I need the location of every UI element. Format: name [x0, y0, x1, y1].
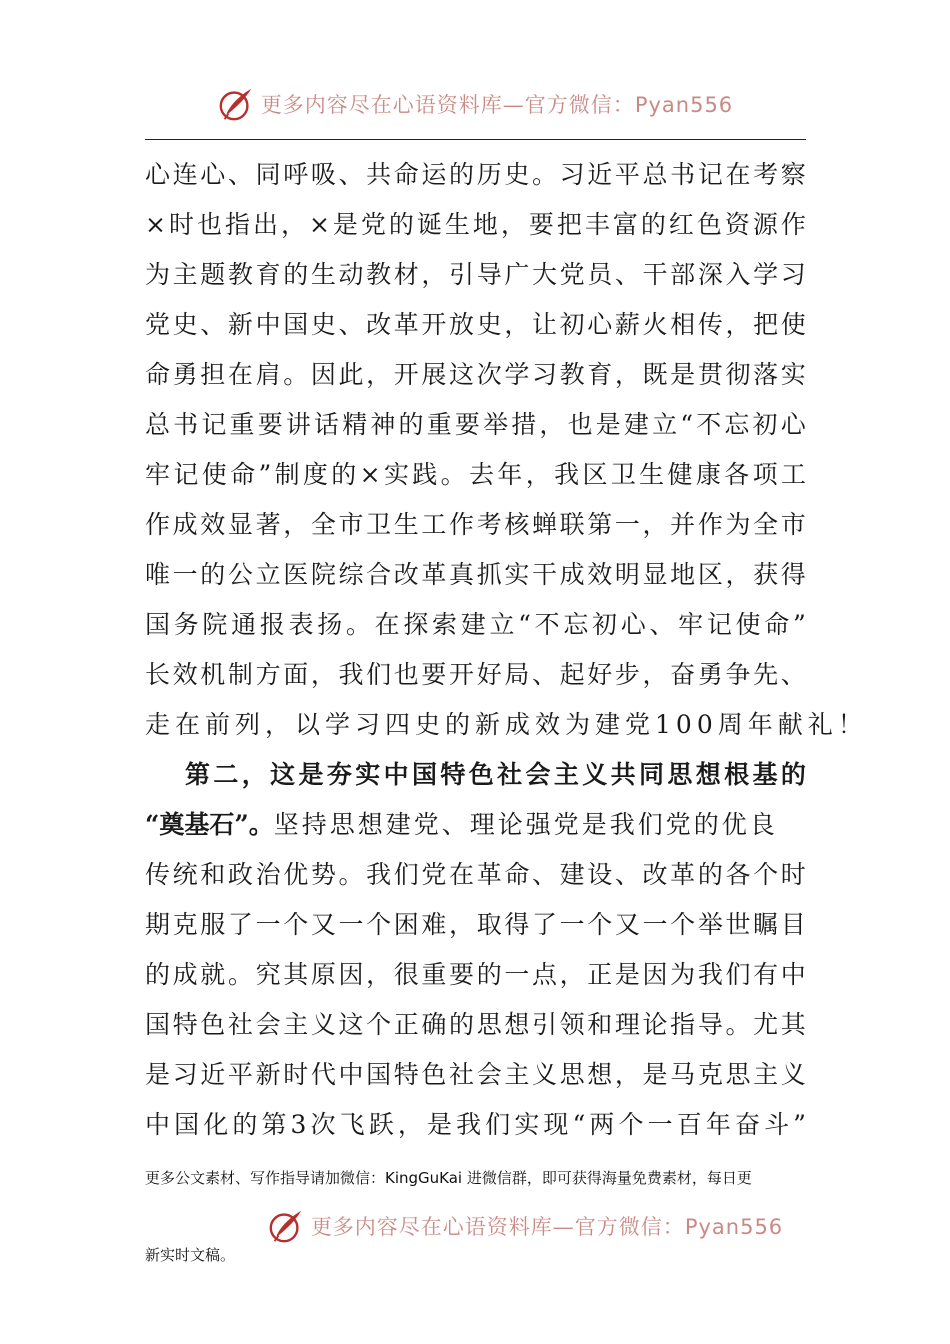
text-line: 为 主 题 教 育 的 生 动 教 材 ， 引 导 广 大 党 员 、 干 部 深 入 学 习	[145, 260, 806, 289]
text-line: × 时 也 指 出 ， × 是 党 的 诞 生 地 ， 要 把 丰 富 的 红 色 资 源 作	[145, 210, 806, 239]
text-line: 是 习 近 平 新 时 代 中 国 特 色 社 会 主 义 思 想 ， 是 马 克 思 主 义	[145, 1060, 806, 1089]
header-watermark-text: 更多内容尽在心语资料库—官方微信：Pyan556	[260, 93, 734, 117]
footer-watermark-text: 更多内容尽在心语资料库—官方微信：Pyan556	[310, 1215, 784, 1239]
text-line: 总 书 记 重 要 讲 话 精 神 的 重 要 举 措 ， 也 是 建 立 “ 不 忘 初 心	[145, 410, 806, 439]
text-line: 心 连 心 、 同 呼 吸 、 共 命 运 的 历 史 。 习 近 平 总 书 记 在 考 察	[145, 160, 806, 189]
text-line: 唯 一 的 公 立 医 院 综 合 改 革 真 抓 实 干 成 效 明 显 地 区 ， 获 得	[145, 560, 806, 589]
text-line-rest: 坚持思想建党、理论强党是我们党的优良	[273, 810, 778, 839]
header-watermark	[0, 78, 950, 130]
text-line: 国 务 院 通 报 表 扬 。 在 探 索 建 立 “ 不 忘 初 心 、 牢 记 使 命 ”	[145, 610, 806, 639]
header-rule	[145, 139, 806, 140]
text-line	[145, 800, 806, 850]
text-line: 牢 记 使 命 ” 制 度 的 × 实 践 。 去 年 ， 我 区 卫 生 健 康 各 项 工	[145, 460, 806, 489]
document-body	[145, 150, 868, 1150]
quill-logo-icon	[267, 1207, 305, 1245]
text-line: 长 效 机 制 方 面 ， 我 们 也 要 开 好 局 、 起 好 步 ， 奋 勇 争 先 、	[145, 660, 806, 689]
text-line: 期 克 服 了 一 个 又 一 个 困 难 ， 取 得 了 一 个 又 一 个 举 世 瞩 目	[145, 910, 806, 939]
text-line: 国 特 色 社 会 主 义 这 个 正 确 的 思 想 引 领 和 理 论 指 导 。 尤 其	[145, 1010, 806, 1039]
text-line: 走在前列，以学习四史的新成效为建党100周年献礼！	[145, 710, 868, 739]
quill-logo-icon	[217, 85, 255, 123]
footer-note-tail: 新实时文稿。	[145, 1246, 236, 1264]
text-line: 的 成 就 。 究 其 原 因 ， 很 重 要 的 一 点 ， 正 是 因 为 我 们 有 中	[145, 960, 806, 989]
text-line: 命 勇 担 在 肩 。 因 此 ， 开 展 这 次 学 习 教 育 ， 既 是 贯 彻 落 实	[145, 360, 806, 389]
section-heading-cont: “奠基石”。	[145, 810, 274, 839]
footer-note: 更多公文素材、写作指导请加微信：KingGuKai 进微信群，即可获得海量免费素材，每日更	[145, 1169, 752, 1187]
text-line: 党 史 、 新 中 国 史 、 改 革 开 放 史 ， 让 初 心 薪 火 相 传 ， 把 使	[145, 310, 806, 339]
section-heading: 第 二 ， 这 是 夯 实 中 国 特 色 社 会 主 义 共 同 思 想 根 基 的	[185, 760, 806, 789]
text-line: 传 统 和 政 治 优 势 。 我 们 党 在 革 命 、 建 设 、 改 革 的 各 个 时	[145, 860, 806, 889]
text-line: 作 成 效 显 著 ， 全 市 卫 生 工 作 考 核 蝉 联 第 一 ， 并 作 为 全 市	[145, 510, 806, 539]
text-line: 中 国 化 的 第 3 次 飞 跃 ， 是 我 们 实 现 “ 两 个 一 百 年 奋 斗 ”	[145, 1110, 806, 1139]
